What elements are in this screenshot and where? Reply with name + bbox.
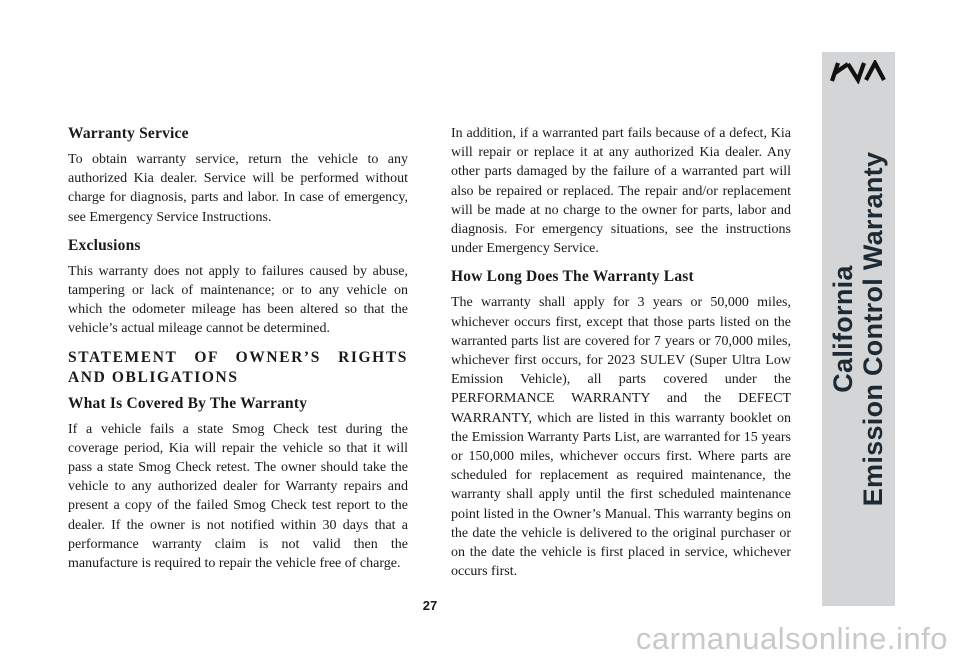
how-long-text: The warranty shall apply for 3 years or 50,000 miles, whichever occurs first, except that those parts listed on the warranted parts list are covered for 7 years or 70,000 miles, whichever first occurs, for 2023 SULEV (Super Ultra Low Emission Vehicle), all parts covered under the PERFORMANCE WARRANTY and the DEFECT WARRANTY, which are listed in this warranty booklet on the Emission Warranty Parts List, are warranted for 15 years or 150,000 miles, whichever occurs first. Where parts are scheduled for replacement as required maintenance, the warranty shall apply until the first scheduled maintenance point listed in the Owner’s Manual. This warranty begins on the date the vehicle is delivered to the original purchaser or on the date the vehicle is first placed in service, whichever occurs first. [451, 295, 791, 580]
exclusions-text: This warranty does not apply to failures caused by abuse, tampering or lack of maintenance; or to any vehicle on which the odometer mileage has been altered so that the vehicle’s actual mileage cannot be determined. [68, 263, 408, 337]
what-is-covered-text: If a vehicle fails a state Smog Check test during the coverage period, Kia will repair the vehicle so that it will pass a state Smog Check retest. The owner should take the vehicle to any authorized dealer for Warranty repairs and present a copy of the failed Smog Check test report to the dealer. If the owner is not notified within 30 days that a performance warranty claim is not valid then the manufacture is required to repair the vehicle free of charge. [68, 421, 408, 572]
exclusions-heading: Exclusions [68, 236, 141, 254]
section-tab-title-line1: California [828, 265, 858, 393]
owner-rights-heading: STATEMENT OF OWNER’S RIGHTS AND OBLIGATIONS [68, 348, 408, 386]
section-side-tab [822, 52, 895, 606]
watermark: carmanualsonline.info [635, 621, 948, 656]
what-is-covered-heading: What Is Covered By The Warranty [68, 394, 308, 412]
page-number: 27 [422, 598, 438, 613]
warranty-service-text: To obtain warranty service, return the vehicle to any authorized Kia dealer. Service will be performed without charge for diagnosis, parts and labor. In case of emergency, see Emergency Service Instructions. [68, 152, 408, 225]
right-column [451, 124, 791, 590]
section-tab-title-line2: Emission Control Warranty [858, 151, 888, 507]
how-long-heading: How Long Does The Warranty Last [451, 268, 694, 286]
defect-repair-text: In addition, if a warranted part fails because of a defect, Kia will repair or replace it at any authorized Kia dealer. Any other parts damaged by the failure of a warranted part will also be repaired or replaced. The repair and/or replacement will be made at no charge to the owner for parts, labor and diagnosis. For emergency situations, see the instructions under Emergency Service. [451, 126, 791, 257]
section-tab-title [828, 69, 888, 589]
left-column [68, 124, 408, 582]
warranty-service-heading: Warranty Service [68, 125, 189, 142]
